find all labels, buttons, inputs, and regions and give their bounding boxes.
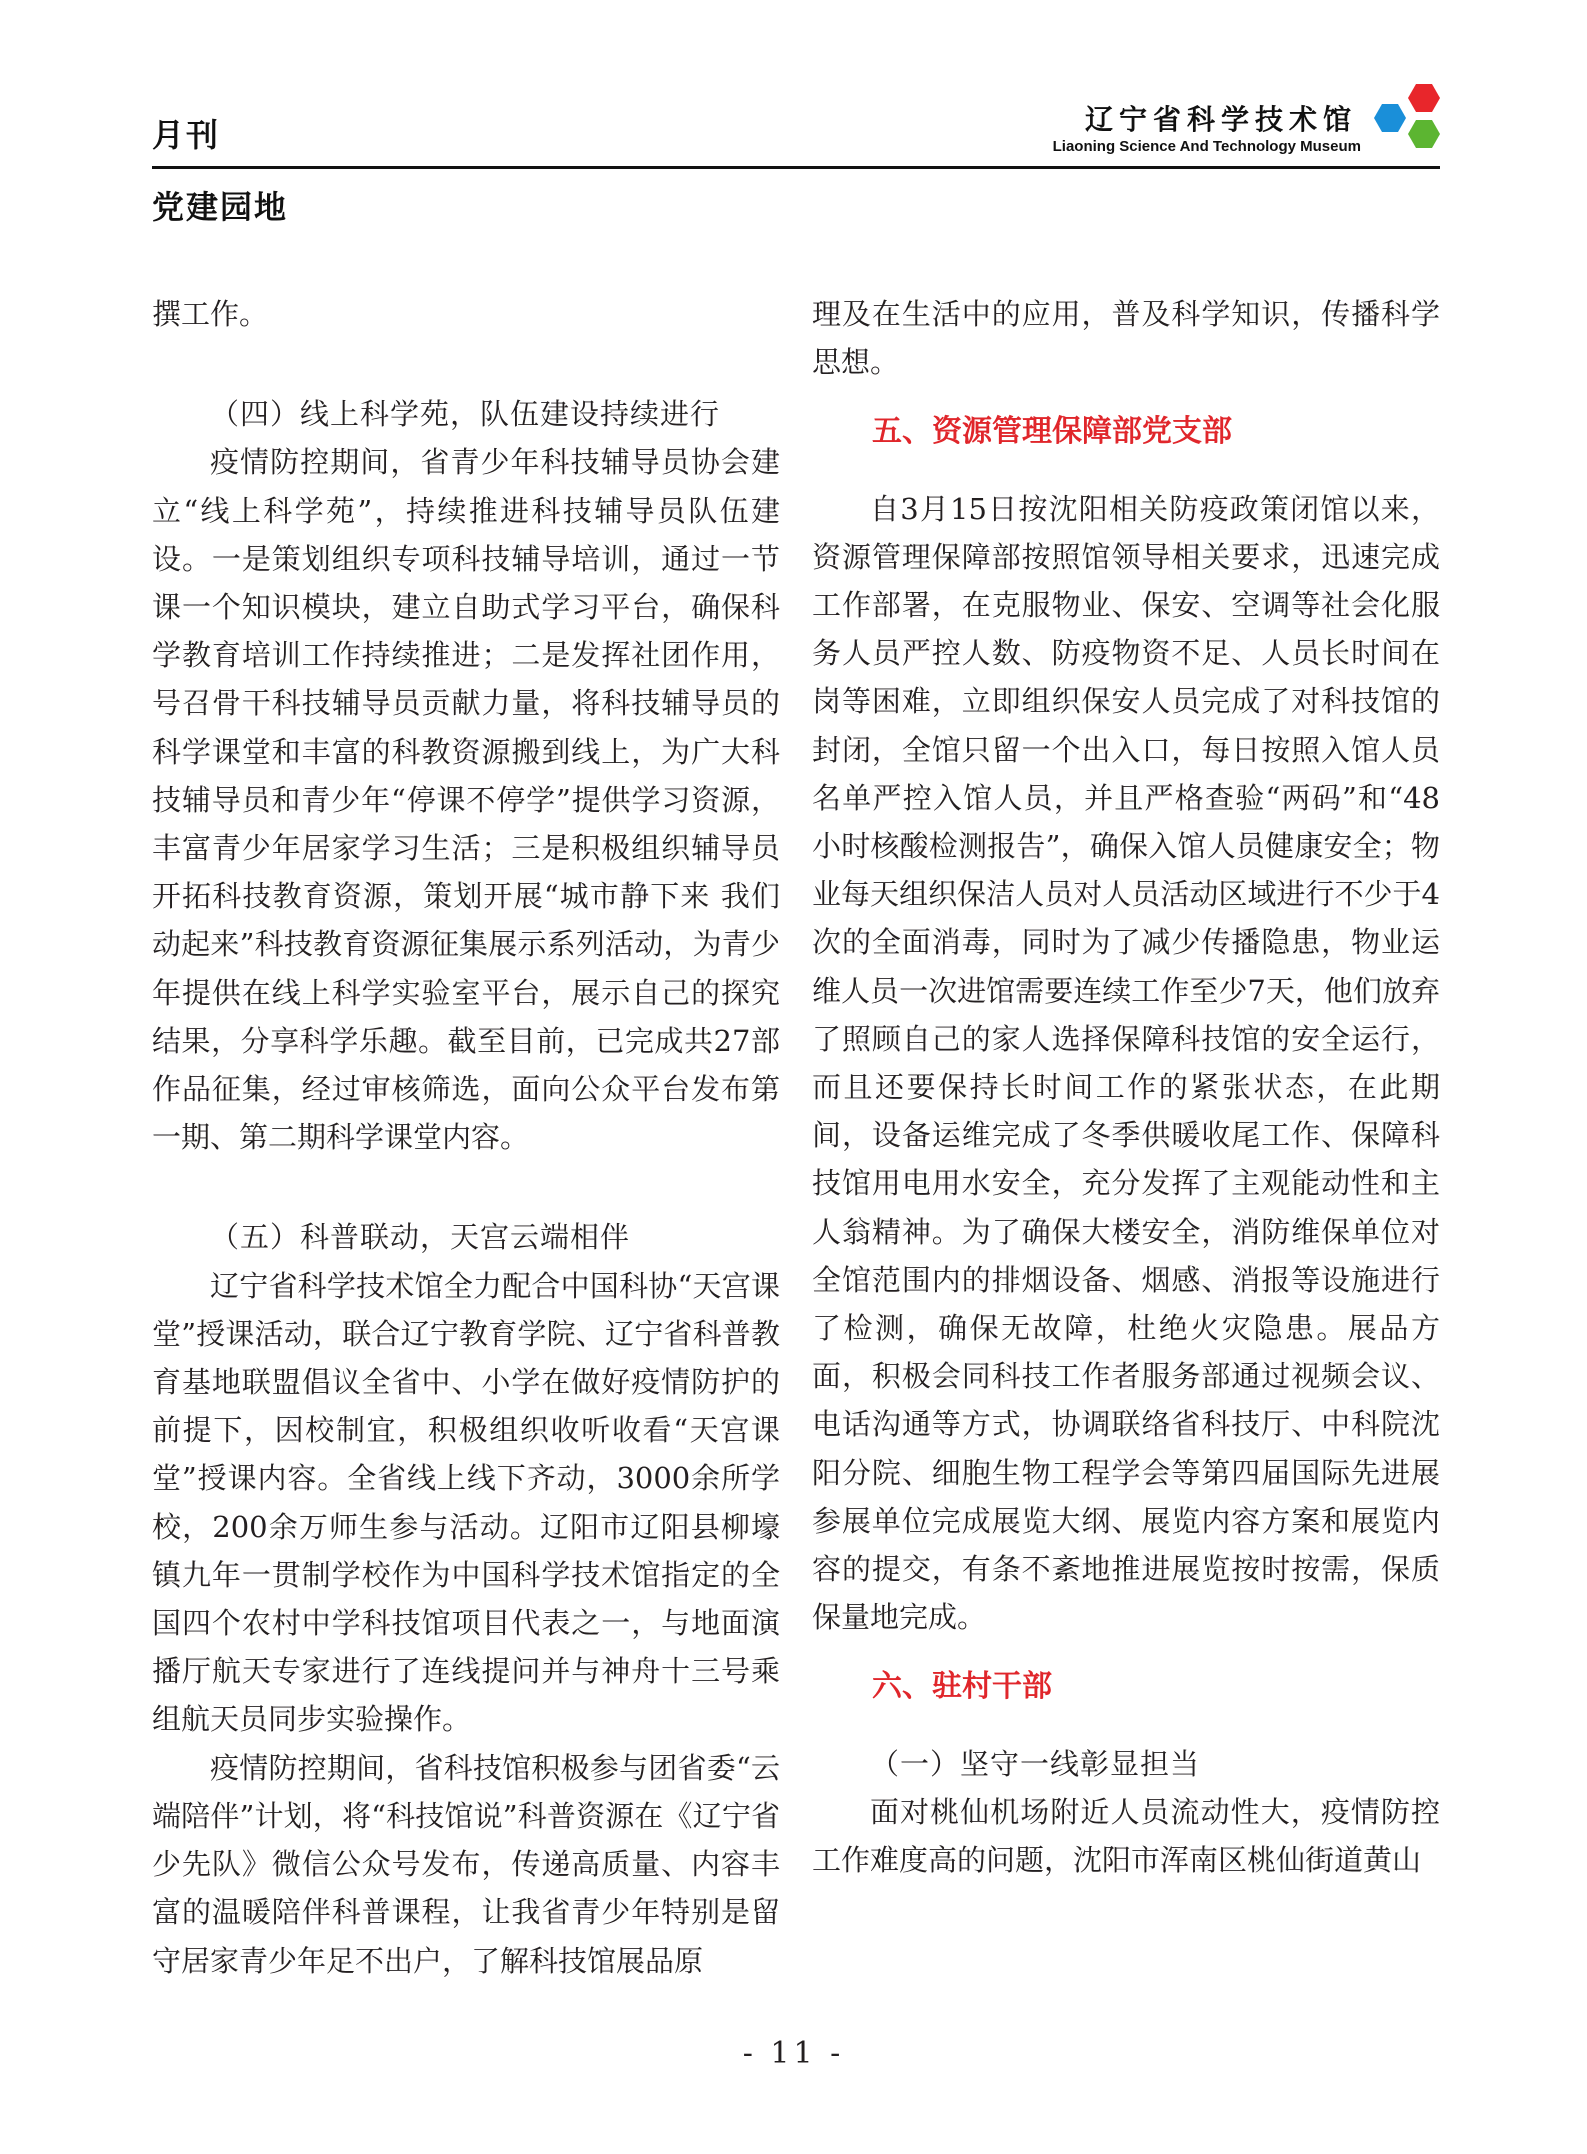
museum-name-cn: 辽宁省科学技术馆 <box>1084 103 1357 136</box>
paragraph-continuation: 理及在生活中的应用，普及科学知识，传播科学思想。 <box>812 297 1440 380</box>
paragraph-continuation: 撰工作。 <box>152 297 269 331</box>
logo-hexagon-blue-icon <box>1374 104 1406 132</box>
logo-hexagon-red-icon <box>1408 84 1440 112</box>
left-column <box>152 290 780 1985</box>
heading-section-6: 六、驻村干部 <box>872 1669 1052 1705</box>
paragraph: 自3月15日按沈阳相关防疫政策闭馆以来，资源管理保障部按照馆领导相关要求，迅速完成工作部署，在克服物业、保安、空调等社会化服务人员严控人数、防疫物资不足、人员长时间在岗等困难，立即组织保安人员完成了对科技馆的封闭，全馆只留一个出入口，每日按照入馆人员名单严控入馆人员，并且严格查验“两码”和“48小时核酸检测报告”，确保入馆人员健康安全；物业每天组织保洁人员对人员活动区域进行不少于4次的全面消毒，同时为了减少传播隐患，物业运维人员一次进馆需要连续工作至少7天，他们放弃了照顾自己的家人选择保障科技馆的安全运行，而且还要保持长时间工作的紧张状态，在此期间，设备运维完成了冬季供暖收尾工作、保障科技馆用电用水安全，充分发挥了主观能动性和主人翁精神。为了确保大楼安全，消防维保单位对全馆范围内的排烟设备、烟感、消报等设施进行了检测，确保无故障，杜绝火灾隐患。展品方面，积极会同科技工作者服务部通过视频会议、电话沟通等方式，协调联络省科技厅、中科院沈阳分院、细胞生物工程学会等第四届国际先进展参展单位完成展览大纲、展览内容方案和展览内容的提交，有条不紊地推进展览按时按需，保质保量地完成。 <box>812 491 1440 1635</box>
paragraph: 辽宁省科学技术馆全力配合中国科协“天宫课堂”授课活动，联合辽宁教育学院、辽宁省科普教育基地联盟倡议全省中、小学在做好疫情防护的前提下，因校制宜，积极组织收听收看“天宫课堂”授课内容。全省线上线下齐动，3000余所学校，200余万师生参与活动。辽阳市辽阳县柳壕镇九年一贯制学校作为中国科学技术馆指定的全国四个农村中学科技馆项目代表之一，与地面演播厅航天专家进行了连线提问并与神舟十三号乘组航天员同步实验操作。 <box>152 1268 780 1737</box>
page-number: - 11 - <box>742 2036 845 2071</box>
heading-section-5: 五、资源管理保障部党支部 <box>872 414 1232 450</box>
paragraph: 疫情防控期间，省青少年科技辅导员协会建立“线上科学苑”，持续推进科技辅导员队伍建设。一是策划组织专项科技辅导培训，通过一节课一个知识模块，建立自助式学习平台，确保科学教育培训工作持续推进；二是发挥社团作用，号召骨干科技辅导员贡献力量，将科技辅导员的科学课堂和丰富的科教资源搬到线上，为广大科技辅导员和青少年“停课不停学”提供学习资源，丰富青少年居家学习生活；三是积极组织辅导员开拓科技教育资源，策划开展“城市静下来 我们动起来”科技教育资源征集展示系列活动，为青少年提供在线上科学实验室平台，展示自己的探究结果，分享科学乐趣。截至目前，已完成共27部作品征集，经过审核筛选，面向公众平台发布第一期、第二期科学课堂内容。 <box>152 445 780 1155</box>
subheading-1: （一）坚守一线彰显担当 <box>870 1746 1201 1781</box>
section-title: 党建园地 <box>152 188 289 226</box>
museum-logo-icon <box>1360 80 1450 160</box>
header-divider <box>152 166 1440 169</box>
paragraph: 面对桃仙机场附近人员流动性大，疫情防控工作难度高的问题，沈阳市浑南区桃仙街道黄山 <box>812 1794 1440 1878</box>
logo-hexagon-green-icon <box>1408 120 1440 148</box>
paragraph: 疫情防控期间，省科技馆积极参与团省委“云端陪伴”计划，将“科技馆说”科普资源在《辽宁省少先队》微信公众号发布，传递高质量、内容丰富的温暖陪伴科普课程，让我省青少年特别是留守居家青少年足不出户，了解科技馆展品原 <box>152 1750 780 1978</box>
publication-label: 月刊 <box>152 116 221 154</box>
museum-name-en: Liaoning Science And Technology Museum <box>1052 138 1361 155</box>
subheading-4: （四）线上科学苑，队伍建设持续进行 <box>210 397 721 432</box>
right-column <box>812 290 1440 1884</box>
subheading-5: （五）科普联动，天宫云端相伴 <box>210 1220 631 1255</box>
